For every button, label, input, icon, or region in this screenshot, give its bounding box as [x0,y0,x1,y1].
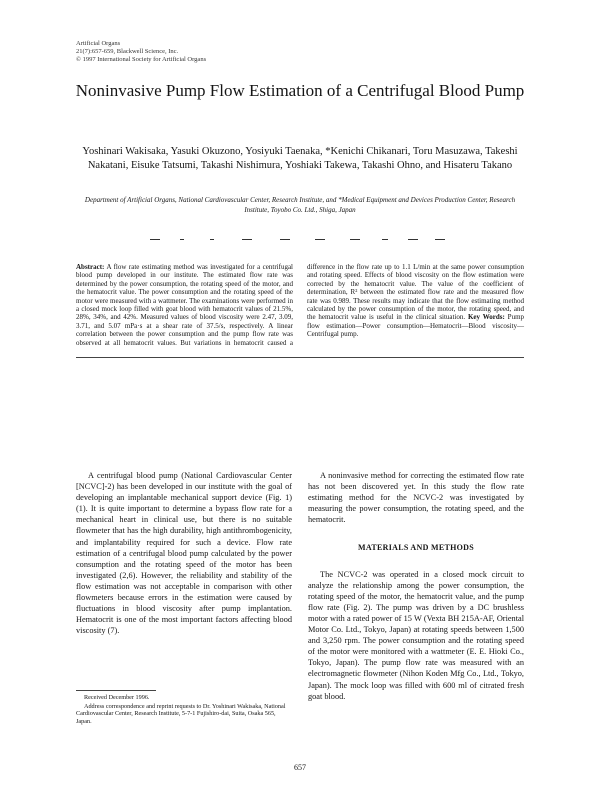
dash-mark [280,239,290,240]
footnote-received: Received December 1996. [84,694,150,701]
separator-dashes [150,239,450,243]
dash-mark [315,239,325,240]
dash-mark [210,239,214,240]
body-column-right [308,470,524,702]
dash-mark [408,239,418,240]
methods-paragraph: The NCVC-2 was operated in a closed mock circuit to analyze the relationship among the power consumption, the rotating speed of the motor, the hematocrit value, and the pump flow rate (Fig. 2). The pump was driven by a DC brushless motor with a rated power of 15 W (Vexta BH 215A-AF, Oriental Motor Co. Ltd., Tokyo, Japan) at rotating speeds between 1,500 and 3,250 rpm. The power consumption and the rotating speed of the motor were monitored with a wattmeter (E. E. Hioki Co., Tokyo, Japan). The pump flow rate was measured with an electromagnetic flowmeter (Nihon Koden Mfg Co., Ltd., Tokyo, Japan). The mock loop was filled with 600 ml of citrated fresh goat blood. [308,569,524,701]
footnote [76,694,292,726]
abstract-label: Abstract: [76,263,105,271]
author-list: Yoshinari Wakisaka, Yasuki Okuzono, Yosiyuki Taenaka, *Kenichi Chikanari, Toru Masuzawa, Takeshi Nakatani, Eisuke Tatsumi, Takashi Nishimura, Yoshiaki Takewa, Takashi Ohno, and Hisateru Takano [82,146,518,171]
dash-mark [350,239,360,240]
journal-header [76,40,206,64]
journal-name: Artificial Organs [76,40,121,47]
abstract [76,263,524,349]
abstract-text: A flow rate estimating method was investigated for a centrifugal blood pump developed in our institute. The estimated flow rate was determined by the power consumption, the rotating speed of the motor, and the hematocrit value. The power consumption and the rotating speed of the motor were measured with a wattmeter. The examinations were performed in a closed mock loop filled with goat blood with hematocrit values of 21.5%, 28%, 34%, and 42%. Measured values of blood viscosity were 2.47, 3.09, 3.71, and 5.07 mPa·s at a shear rate of 37.5/s, respectively. A linear correlation between the power consumption and the pump flow rate was observed at all hematocrit values. But variations in hematocrit caused a difference in the flow rate up to 1.1 L/min at the same power consumption and rotating speed. Effects of blood viscosity on the flow estimation were corrected by the hematocrit value. The value of the coefficient of determination, R² between the estimated flow rate and the measured flow rate was 0.989. These results may indicate that the flow estimating method calculated by the power consumption of the motor, the rotating speed, and the hematocrit value is useful in the clinical situation. [76,263,524,347]
affiliation: Department of Artificial Organs, National Cardiovascular Center, Research Institute, and *Medical Equipment and Devices Production Center, Research Institute, Toyobo Co. Ltd., Shiga, Japan [84,196,516,214]
section-heading: MATERIALS AND METHODS [358,543,474,553]
body-column-left [76,470,292,636]
keywords-label: Key Words: [467,313,505,322]
journal-copyright: © 1997 International Society for Artificial Organs [76,56,207,63]
dash-mark [150,239,160,240]
dash-mark [242,239,252,240]
footnote-rule [76,690,156,691]
journal-citation: 21(7):657-659, Blackwell Science, Inc. [76,48,179,55]
dash-mark [180,239,184,240]
paper-title: Noninvasive Pump Flow Estimation of a Centrifugal Blood Pump [75,81,525,100]
footnote-address: Address correspondence and reprint requests to Dr. Yoshinari Wakisaka, National Cardiovascular Center, Research Institute, 5-7-1 Fujishiro-dai, Suita, Osaka 565, Japan. [76,702,286,725]
keywords-text: Pump flow estimation—Power consumption—Hematocrit—Blood viscosity—Centrifugal pump. [307,313,525,339]
intro-paragraph-2: A noninvasive method for correcting the estimated flow rate has not been discovered yet. In this study the flow rate estimating method for the NCVC-2 was investigated by measuring the power consumption, the rotating speed, and the hematocrit. [308,471,524,525]
abstract-rule [76,357,524,358]
dash-mark [382,239,388,240]
dash-mark [435,239,445,240]
page-number: 657 [294,763,306,772]
intro-paragraph: A centrifugal blood pump (National Cardiovascular Center [NCVC]-2) has been developed in our institute with the goal of developing an implantable mechanical support device (Fig. 1) (1). It is quite important to determine a bypass flow rate for a mechanical heart in clinical use, but there is no suitable flowmeter that has the high durability, high antithrombogenicity, and implantability required for such a device. Flow rate estimation of a centrifugal blood pump calculated by the power consumption and the rotating speed of the motor has been investigated (2,6). However, the reliability and stability of the flow estimation was not acceptable in comparison with other flowmeters because errors in the estimation were caused by fluctuations in blood viscosity after pump implantation. Hematocrit is one of the most important factors affecting blood viscosity (7). [76,471,292,636]
